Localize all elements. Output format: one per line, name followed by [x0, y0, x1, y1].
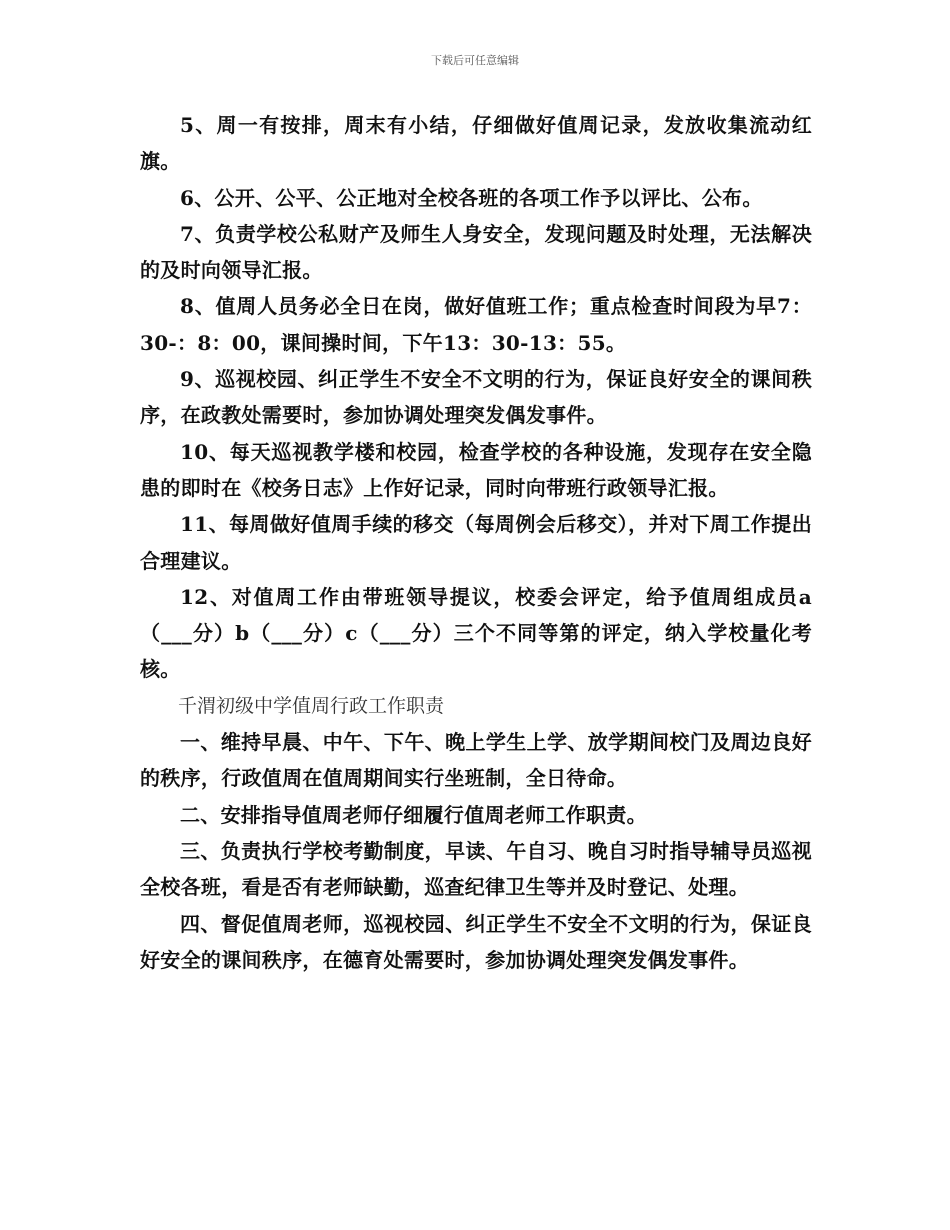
paragraph-item-9: 9、巡视校园、纠正学生不安全不文明的行为，保证良好安全的课间秩序，在政教处需要时，参加协调处理突发偶发事件。	[140, 367, 812, 428]
document-body	[140, 107, 812, 978]
paragraph-item-10: 10、每天巡视教学楼和校园，检查学校的各种设施，发现存在安全隐患的即时在《校务日志》上作好记录，同时向带班行政领导汇报。	[140, 439, 812, 500]
paragraph-item-7: 7、负责学校公私财产及师生人身安全，发现问题及时处理，无法解决的及时向领导汇报。	[140, 221, 812, 283]
paragraph-item-12: 12、对值周工作由带班领导提议，校委会评定，给予值周组成员a（___分）b（___分）c（___分）三个不同等第的评定，纳入学校量化考核。	[140, 584, 812, 682]
duty-item-3: 三、负责执行学校考勤制度，早读、午自习、晚自习时指导辅导员巡视全校各班，看是否有老师缺勤，巡查纪律卫生等并及时登记、处理。	[140, 838, 812, 900]
duty-item-4: 四、督促值周老师，巡视校园、纠正学生不安全不文明的行为，保证良好安全的课间秩序，在德育处需要时，参加协调处理突发偶发事件。	[140, 911, 812, 972]
page-header: 下载后可任意编辑	[431, 54, 519, 67]
duty-item-1: 一、维持早晨、中午、下午、晚上学生上学、放学期间校门及周边良好的秩序，行政值周在值周期间实行坐班制，全日待命。	[140, 730, 812, 791]
duty-item-2: 二、安排指导值周老师仔细履行值周老师工作职责。	[180, 802, 647, 827]
paragraph-item-5: 5、周一有按排，周末有小结，仔细做好值周记录，发放收集流动红旗。	[140, 113, 812, 174]
paragraph-item-6: 6、公开、公平、公正地对全校各班的各项工作予以评比、公布。	[180, 185, 763, 210]
section-title: 千渭初级中学值周行政工作职责	[178, 694, 445, 717]
paragraph-item-8: 8、值周人员务必全日在岗，做好值班工作；重点检查时间段为早7：30-：8：00，课间操时间，下午13：30-13：55。	[140, 294, 812, 355]
paragraph-item-11: 11、每周做好值周手续的移交（每周例会后移交），并对下周工作提出合理建议。	[140, 512, 812, 573]
